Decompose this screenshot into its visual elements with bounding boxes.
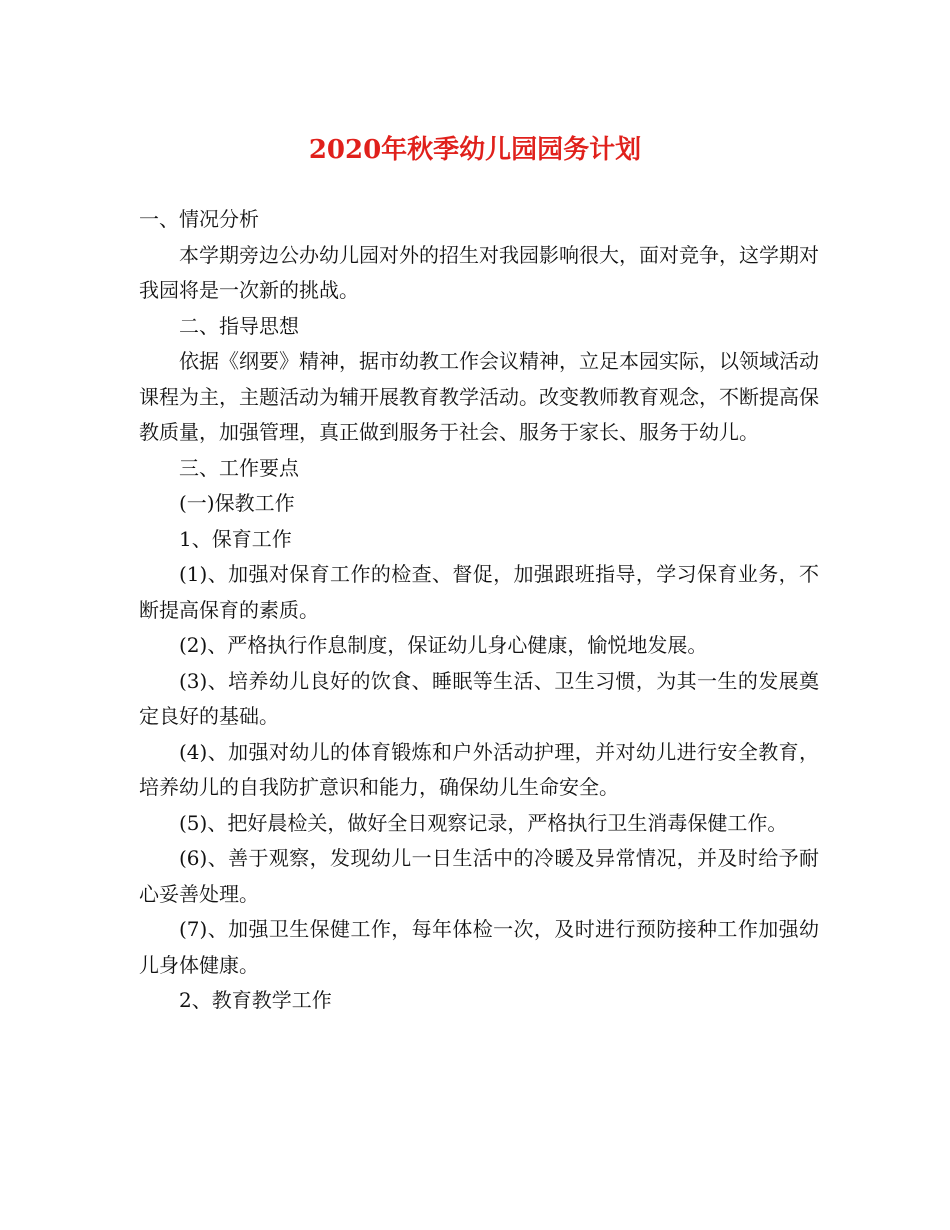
heading-work-points: 三、工作要点 (179, 455, 299, 480)
list-item-7: (7)、加强卫生保健工作，每年体检一次，及时进行预防接种工作加强幼儿身体健康。 (139, 917, 819, 977)
heading-situation-analysis: 一、情况分析 (139, 207, 259, 231)
document-title: 2020年秋季幼儿园园务计划 (308, 135, 642, 165)
list-item-2: (2)、严格执行作息制度，保证幼儿身心健康，愉悦地发展。 (179, 633, 708, 657)
subheading-care-education: (一)保教工作 (179, 491, 295, 515)
paragraph-situation: 本学期旁边公办幼儿园对外的招生对我园影响很大，面对竞争，这学期对我园将是一次新的挑战。 (139, 242, 819, 302)
paragraph-guiding-ideology: 依据《纲要》精神，据市幼教工作会议精神，立足本园实际，以领域活动课程为主，主题活动为辅开展教育教学活动。改变教师教育观念，不断提高保教质量，加强管理，真正做到服务于社会、服务于家长、服务于幼儿。 (139, 349, 819, 444)
heading-guiding-ideology: 二、指导思想 (179, 313, 299, 338)
subheading-childcare-work: 1、保育工作 (179, 526, 292, 551)
list-item-6: (6)、善于观察，发现幼儿一日生活中的冷暖及异常情况，并及时给予耐心妥善处理。 (139, 846, 819, 906)
list-item-3: (3)、培养幼儿良好的饮食、睡眠等生活、卫生习惯，为其一生的发展奠定良好的基础。 (139, 668, 819, 728)
list-item-1: (1)、加强对保育工作的检查、督促，加强跟班指导，学习保育业务，不断提高保育的素质。 (139, 562, 819, 622)
list-item-5: (5)、把好晨检关，做好全日观察记录，严格执行卫生消毒保健工作。 (179, 810, 788, 835)
list-item-4: (4)、加强对幼儿的体育锻炼和户外活动护理，并对幼儿进行安全教育，培养幼儿的自我防扩意识和能力，确保幼儿生命安全。 (139, 739, 819, 799)
document-body (139, 202, 819, 1019)
subheading-teaching-work: 2、教育教学工作 (179, 988, 332, 1012)
